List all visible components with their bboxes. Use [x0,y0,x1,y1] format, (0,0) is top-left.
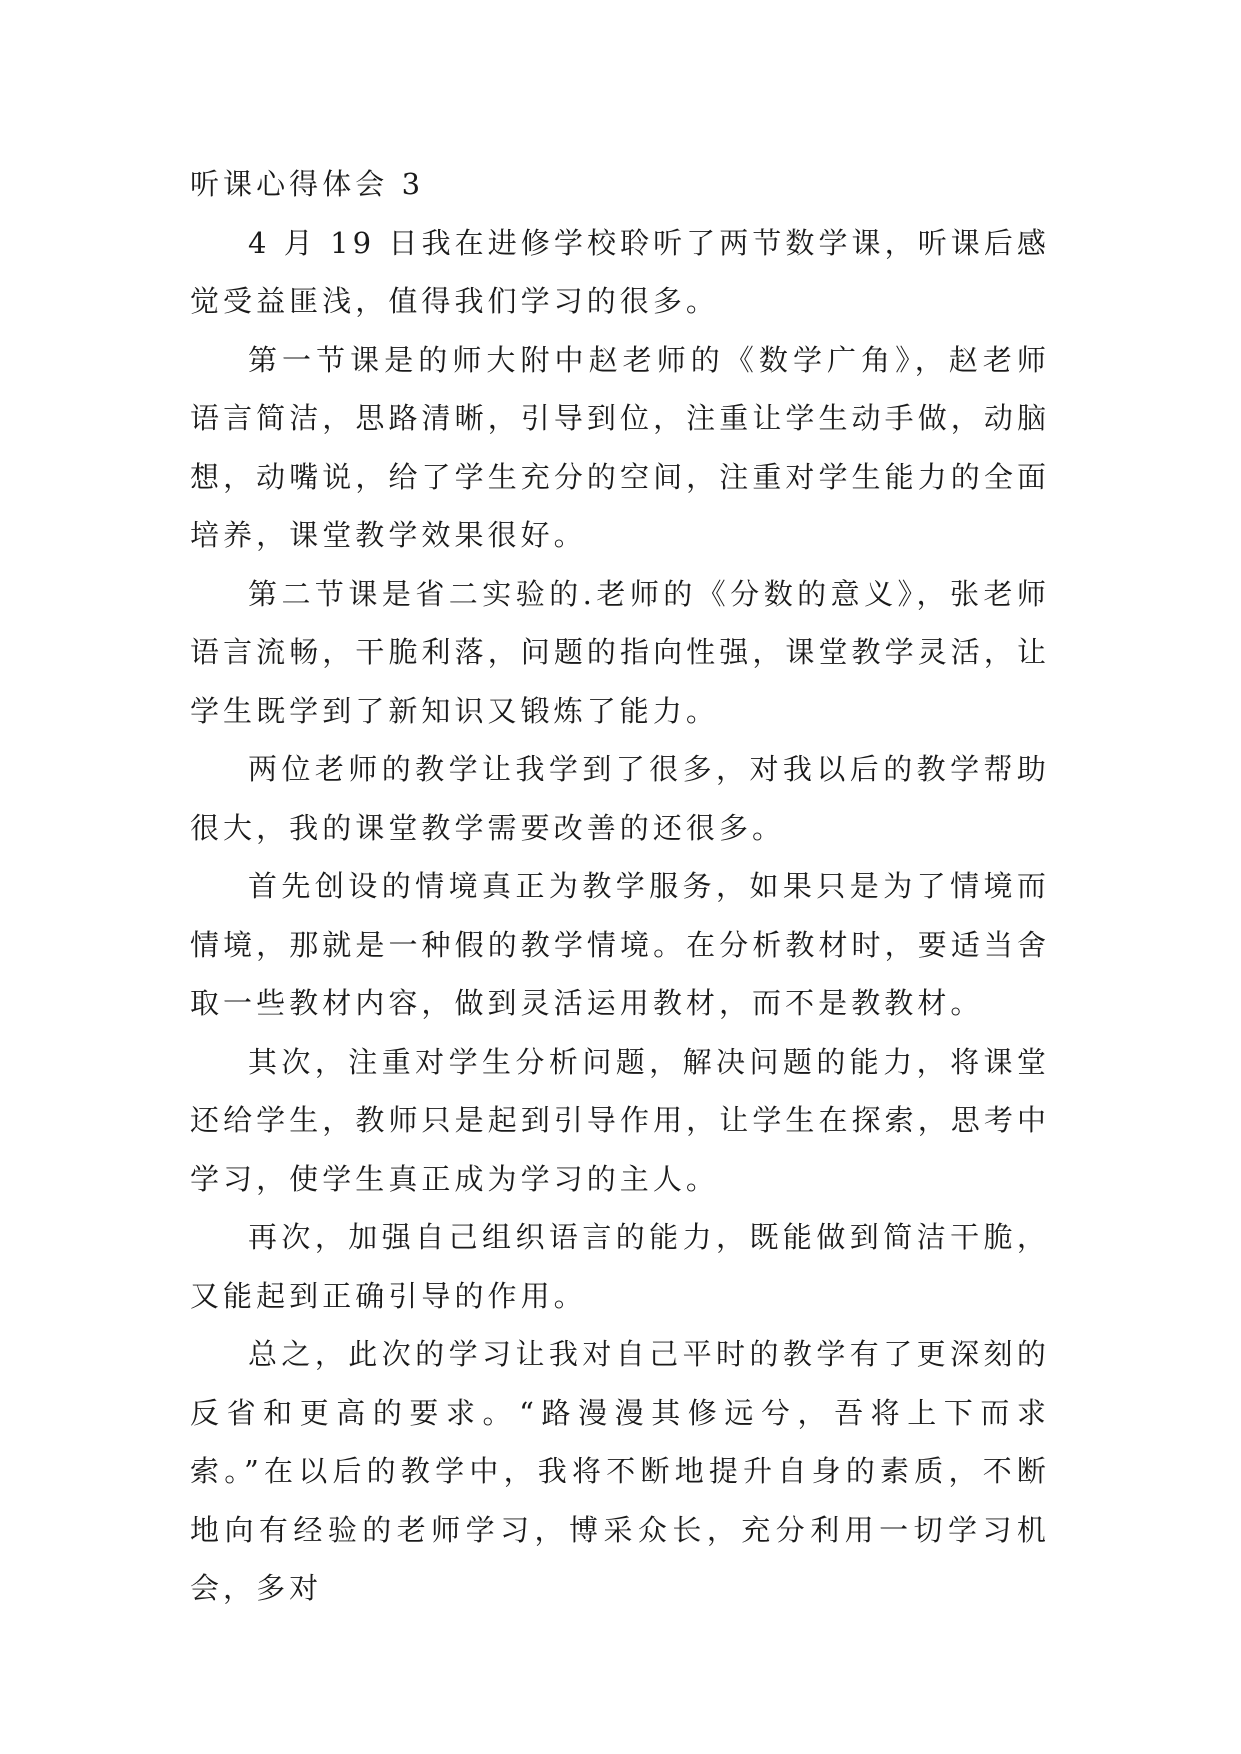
paragraph: 首先创设的情境真正为教学服务，如果只是为了情境而情境，那就是一种假的教学情境。在分析教材时，要适当舍取一些教材内容，做到灵活运用教材，而不是教教材。 [190,869,1050,1020]
document-body [190,155,1050,1618]
paragraph: 两位老师的教学让我学到了很多，对我以后的教学帮助很大，我的课堂教学需要改善的还很多。 [190,752,1050,845]
paragraph: 第一节课是的师大附中赵老师的《数学广角》，赵老师语言简洁，思路清晰，引导到位，注重让学生动手做，动脑想，动嘴说，给了学生充分的空间，注重对学生能力的全面培养，课堂教学效果很好。 [190,342,1050,552]
paragraph: 总之，此次的学习让我对自己平时的教学有了更深刻的反省和更高的要求。“路漫漫其修远兮，吾将上下而求索。”在以后的教学中，我将不断地提升自身的素质，不断地向有经验的老师学习，博采众长，充分利用一切学习机会，多对 [190,1337,1050,1605]
paragraph: 4 月 19 日我在进修学校聆听了两节数学课，听课后感觉受益匪浅，值得我们学习的很多。 [190,225,1050,318]
paragraph: 第二节课是省二实验的.老师的《分数的意义》，张老师语言流畅，干脆利落，问题的指向性强，课堂教学灵活，让学生既学到了新知识又锻炼了能力。 [190,576,1050,728]
paragraph: 再次，加强自己组织语言的能力，既能做到简洁干脆，又能起到正确引导的作用。 [190,1220,1050,1313]
paragraph: 其次，注重对学生分析问题，解决问题的能力，将课堂还给学生，教师只是起到引导作用，让学生在探索，思考中学习，使学生真正成为学习的主人。 [190,1044,1050,1196]
document-title: 听课心得体会 3 [190,167,425,201]
